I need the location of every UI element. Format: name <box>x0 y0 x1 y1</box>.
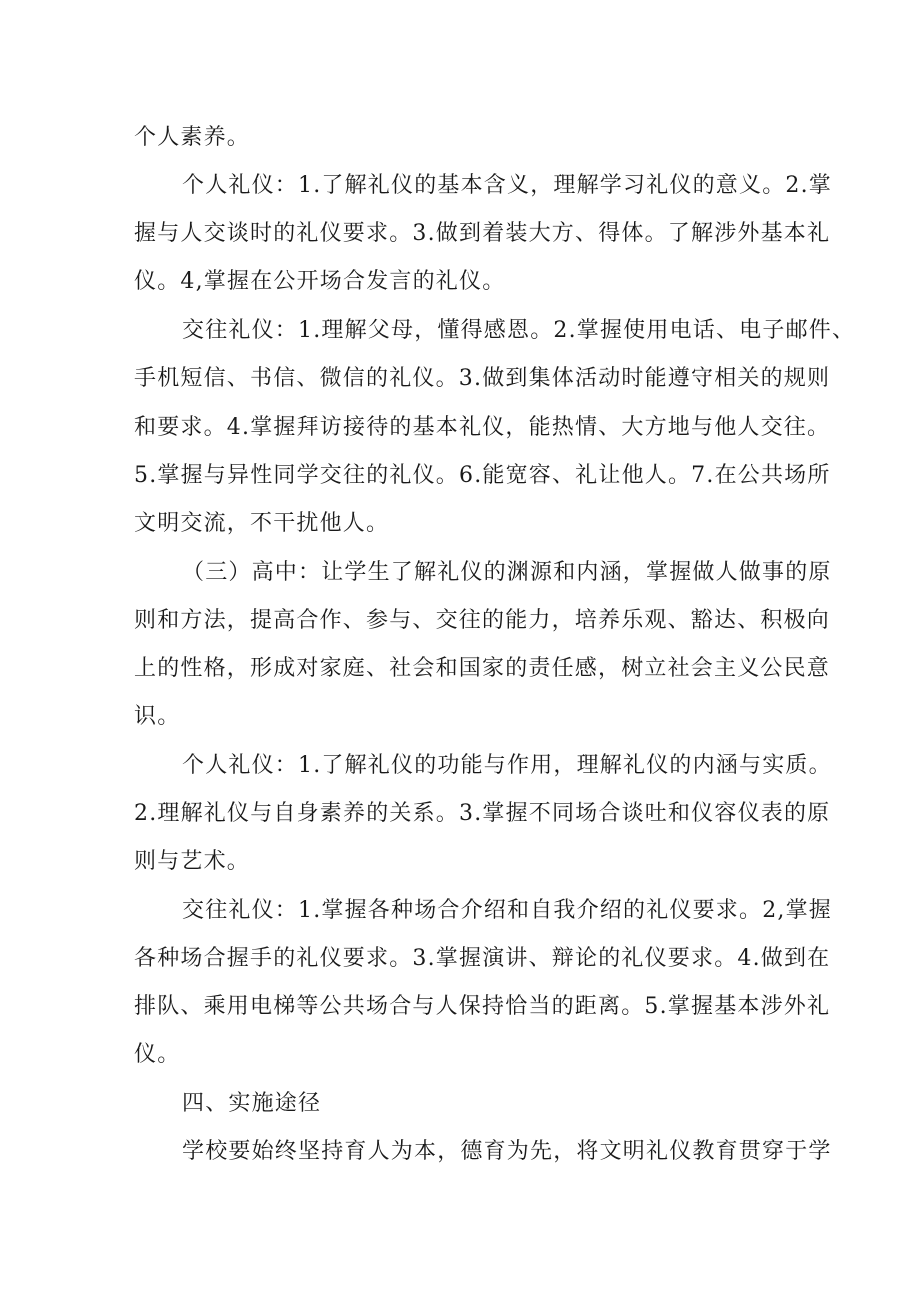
paragraph-first-line: 个人礼仪：1.了解礼仪的功能与作用，理解礼仪的内涵与实质。 <box>182 753 832 778</box>
paragraph-first-line: 交往礼仪：1.理解父母，懂得感恩。2.掌握使用电话、电子邮件、 <box>182 318 856 343</box>
text-line: 则和方法，提高合作、参与、交往的能力，培养乐观、豁达、积极向 <box>134 608 831 633</box>
paragraph-first-line: 交往礼仪：1.掌握各种场合介绍和自我介绍的礼仪要求。2,掌握 <box>182 898 832 923</box>
text-line: 手机短信、书信、微信的礼仪。3.做到集体活动时能遵守相关的规则 <box>134 366 831 391</box>
text-line: 排队、乘用电梯等公共场合与人保持恰当的距离。5.掌握基本涉外礼 <box>134 994 831 1019</box>
text-line: 和要求。4.掌握拜访接待的基本礼仪，能热情、大方地与他人交往。 <box>134 415 831 440</box>
text-line: 上的性格，形成对家庭、社会和国家的责任感，树立社会主义公民意 <box>134 656 831 681</box>
text-line: 各种场合握手的礼仪要求。3.掌握演讲、辩论的礼仪要求。4.做到在 <box>134 946 831 971</box>
text-line: 则与艺术。 <box>134 849 251 874</box>
paragraph-first-line: （三）高中：让学生了解礼仪的渊源和内涵，掌握做人做事的原 <box>182 560 832 585</box>
text-line: 5.掌握与异性同学交往的礼仪。6.能宽容、礼让他人。7.在公共场所 <box>134 463 831 488</box>
text-line: 文明交流，不干扰他人。 <box>134 511 390 536</box>
text-line: 握与人交谈时的礼仪要求。3.做到着装大方、得体。了解涉外基本礼 <box>134 221 831 246</box>
text-line: 2.理解礼仪与自身素养的关系。3.掌握不同场合谈吐和仪容仪表的原 <box>134 801 831 826</box>
paragraph-first-line: 个人礼仪：1.了解礼仪的基本含义，理解学习礼仪的意义。2.掌 <box>182 173 832 198</box>
section-heading: 四、实施途径 <box>182 1091 322 1116</box>
text-line: 个人素养。 <box>134 125 251 150</box>
text-line: 识。 <box>134 704 181 729</box>
text-line: 仪。 <box>134 1042 181 1067</box>
paragraph-first-line: 学校要始终坚持育人为本，德育为先，将文明礼仪教育贯穿于学 <box>182 1139 832 1164</box>
text-line: 仪。4,掌握在公开场合发言的礼仪。 <box>134 269 506 294</box>
